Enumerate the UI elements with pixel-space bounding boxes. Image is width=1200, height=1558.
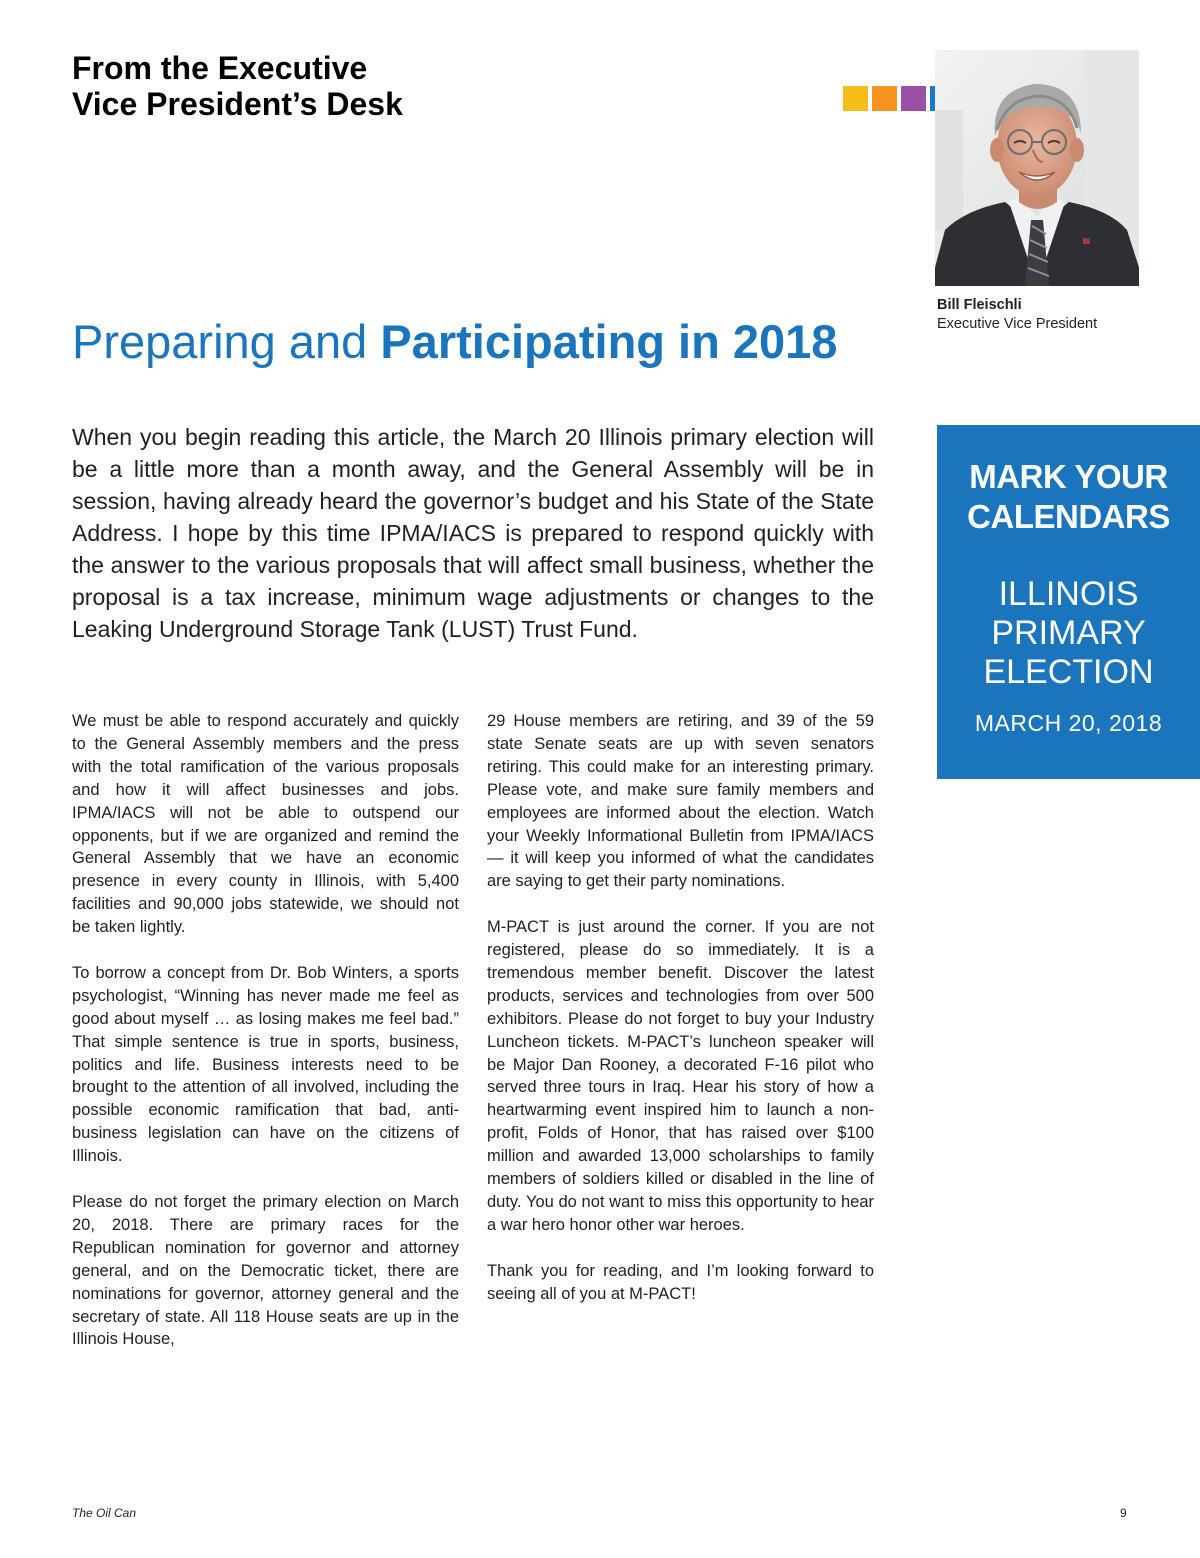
yellow-swatch: [843, 86, 868, 111]
callout-heading: [937, 457, 1200, 537]
portrait-photo: [935, 50, 1139, 286]
callout-heading-line-2: CALENDARS: [967, 498, 1170, 535]
footer-page-number: 9: [1120, 1506, 1127, 1520]
body-paragraph: We must be able to respond accurately and quickly to the General Assembly members and the press with the total ramification of the various proposals and how it will affect businesses and jobs. IPMA/IACS will not be able to outspend our opponents, but if we are organized and remind the General Assembly that we have an economic presence in every county in Illinois, with 5,400 facilities and 90,000 jobs statewide, we should not be taken lightly.: [72, 712, 459, 937]
author-name: Bill Fleischli: [937, 297, 1022, 313]
section-title-line-2: Vice President’s Desk: [72, 86, 403, 122]
headline-bold-text: Participating in 2018: [380, 315, 838, 368]
body-paragraph: 29 House members are retiring, and 39 of the 59 state Senate seats are up with seven senators retiring. This could make for an interesting primary. Please vote, and make sure family members and employees are informed about the election. Watch your Weekly Informational Bulletin from IPMA/IACS — it will keep you informed of what the candidates are saying to get their party nominations.: [487, 712, 874, 891]
callout-subheading: ILLINOIS PRIMARY ELECTION: [983, 575, 1154, 691]
section-title: [72, 50, 403, 122]
author-title: Executive Vice President: [937, 316, 1098, 332]
body-paragraph: To borrow a concept from Dr. Bob Winters, a sports psychologist, “Winning has never made me feel as good about myself … as losing makes me feel bad.” That simple sentence is true in sports, business, politics and life. Business interests need to be brought to the attention of all involved, including the possible economic ramification that bad, anti-business legislation can have on the citizens of Illinois.: [72, 963, 459, 1166]
lead-paragraph: When you begin reading this article, the March 20 Illinois primary election will be a little more than a month away, and the General Assembly will be in session, having already heard the governor’s budget and his State of the State Address. I hope by this time IPMA/IACS is prepared to respond quickly with the answer to the various proposals that will affect small business, whether the proposal is a tax increase, minimum wage adjustments or changes to the Leaking Underground Storage Tank (LUST) Trust Fund.: [72, 424, 874, 642]
article-headline: [72, 312, 837, 372]
portrait-illustration: [935, 50, 1139, 286]
section-title-line-1: From the Executive: [72, 50, 368, 86]
body-paragraph: M-PACT is just around the corner. If you are not registered, please do so immediately. It is a tremendous member benefit. Discover the latest products, services and technologies from over 500 exhibitors. Please do not forget to buy your Industry Luncheon tickets. M-PACT’s luncheon speaker will be Major Dan Rooney, a decorated F-16 pilot who served three tours in Iraq. Hear his story of how a heartwarming event inspired him to launch a non-profit, Folds of Honor, that has raised over $100 million and awarded 13,000 scholarships to family members of soldiers killed or disabled in the line of duty. You do not want to miss this opportunity to hear a war hero honor other war heroes.: [487, 918, 874, 1234]
body-column-left: [72, 710, 459, 1374]
body-column-right: [487, 710, 874, 1328]
mark-your-calendars-callout: [937, 425, 1200, 779]
orange-swatch: [872, 86, 897, 111]
headline-light-text: Preparing and: [72, 315, 381, 368]
photo-caption: [937, 296, 1097, 334]
purple-swatch: [901, 86, 926, 111]
body-paragraph: Please do not forget the primary election on March 20, 2018. There are primary races for the Republican nomination for governor and attorney general, and on the Democratic ticket, there are nominations for governor, attorney general and the secretary of state. All 118 House seats are up in the Illinois House,: [72, 1193, 459, 1349]
callout-date: MARCH 20, 2018: [974, 710, 1163, 736]
body-paragraph: Thank you for reading, and I’m looking forward to seeing all of you at M-PACT!: [487, 1261, 874, 1303]
callout-heading-line-1: MARK YOUR: [969, 458, 1168, 495]
footer-publication-name: The Oil Can: [72, 1506, 137, 1520]
